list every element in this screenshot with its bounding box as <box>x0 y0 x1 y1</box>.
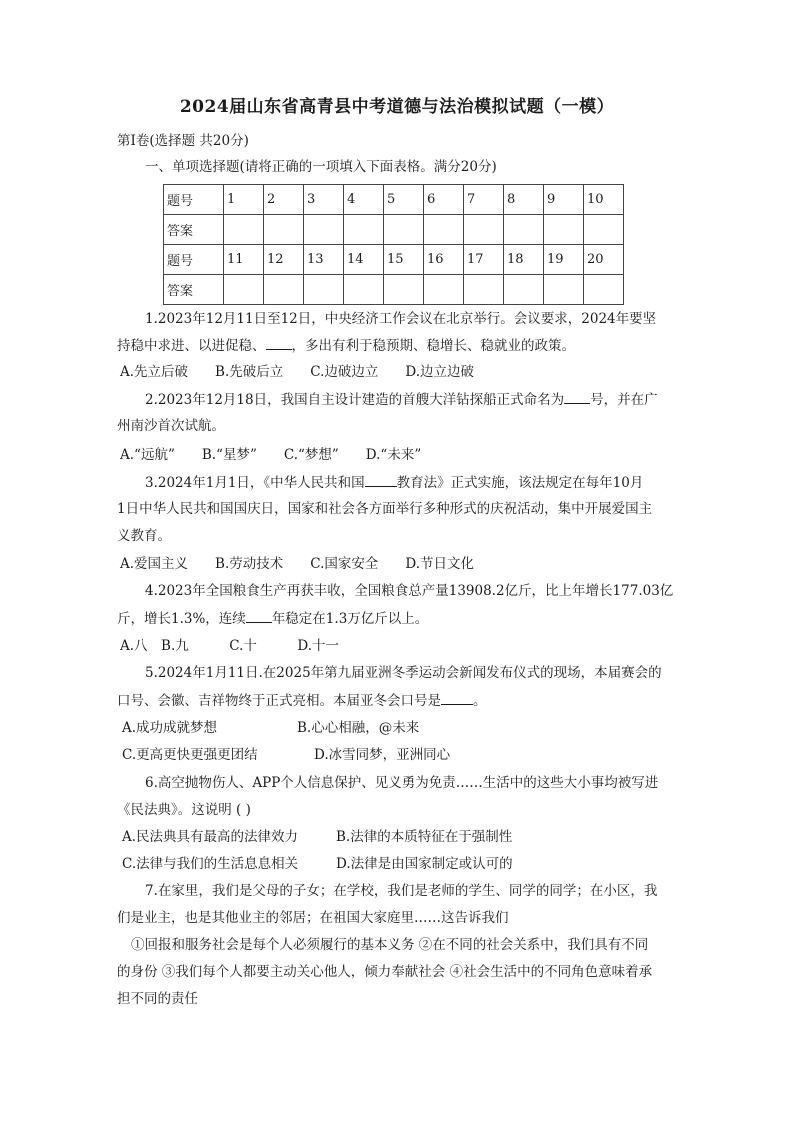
question-3-options: A.爱国主义 B.劳动技术 C.国家安全 D.节日文化 <box>120 556 475 572</box>
question-7-statements-cont: 的身份 ③我们每个人都要主动关心他人，倾力奉献社会 ④社会生活中的不同角色意味着承 <box>117 964 653 980</box>
answer-cell[interactable] <box>304 275 344 305</box>
question-5-option-a: A.成功成就梦想 <box>122 720 218 736</box>
answer-cell[interactable] <box>464 275 504 305</box>
question-number: 11 <box>224 245 264 275</box>
answer-blank <box>564 389 590 404</box>
question-number: 20 <box>584 245 624 275</box>
question-7-statements: ①回报和服务社会是每个人必须履行的基本义务 ②在不同的社会关系中，我们具有不同 <box>131 937 649 953</box>
question-number: 4 <box>344 185 384 215</box>
question-6-text-cont: 《民法典》。这说明 ( ) <box>117 802 251 818</box>
question-7-statements-cont: 担不同的责任 <box>117 991 198 1007</box>
question-number: 5 <box>384 185 424 215</box>
question-number: 13 <box>304 245 344 275</box>
question-number: 1 <box>224 185 264 215</box>
section-heading: 第Ⅰ卷(选择题 共20分) <box>117 133 249 149</box>
q5-part: 口号、会徽、吉祥物终于正式亮相。本届亚冬会口号是 <box>117 693 441 709</box>
question-number: 14 <box>344 245 384 275</box>
answer-blank <box>365 472 397 487</box>
page-title: 2024届山东省高青县中考道德与法治模拟试题（一模） <box>179 97 615 117</box>
answer-cell[interactable] <box>584 215 624 245</box>
answer-cell[interactable] <box>504 275 544 305</box>
question-2-text <box>145 389 658 410</box>
q1-part: 持稳中求进、以进促稳、 <box>117 338 266 354</box>
answer-cell[interactable] <box>504 215 544 245</box>
answer-cell[interactable] <box>344 275 384 305</box>
table-row <box>164 185 624 215</box>
question-6-text: 6.高空抛物伤人、APP个人信息保护、见义勇为免责……生活中的这些大小事均被写进 <box>145 775 659 791</box>
answer-cell[interactable] <box>424 215 464 245</box>
answer-cell[interactable] <box>264 275 304 305</box>
question-5-option-c: C.更高更快更强更团结 <box>122 747 258 763</box>
answer-blank <box>441 690 473 705</box>
q3-part: 教育法》正式实施，该法规定在每年10月 <box>396 475 644 491</box>
question-6-option-b: B.法律的本质特征在于强制性 <box>336 829 513 845</box>
question-3-text-cont: 义教育。 <box>117 528 171 544</box>
row-label: 题号 <box>164 185 224 215</box>
question-number: 3 <box>304 185 344 215</box>
q1-part: ，多出有利于稳预期、稳增长、稳就业的政策。 <box>291 338 575 354</box>
question-number: 17 <box>464 245 504 275</box>
question-3-text-cont: 1日中华人民共和国国庆日，国家和社会各方面举行多种形式的庆祝活动，集中开展爱国主 <box>117 501 653 517</box>
question-4-text: 4.2023年全国粮食生产再获丰收，全国粮食总产量13908.2亿斤，比上年增长177.03亿 <box>145 583 674 599</box>
question-1-text-cont <box>117 335 575 356</box>
answer-cell[interactable] <box>224 275 264 305</box>
question-number: 2 <box>264 185 304 215</box>
question-7-text: 7.在家里，我们是父母的子女；在学校，我们是老师的学生、同学的同学；在小区，我 <box>145 883 658 899</box>
question-4-options: A.八 B.九 C.十 D.十一 <box>120 638 340 654</box>
question-5-option-b: B.心心相融，@未来 <box>297 720 420 736</box>
question-7-text-cont: 们是业主，也是其他业主的邻居；在祖国大家庭里……这告诉我们 <box>117 910 509 926</box>
question-5-text-cont <box>117 690 487 711</box>
table-row <box>164 215 624 245</box>
question-6-option-a: A.民法典具有最高的法律效力 <box>122 829 299 845</box>
answer-cell[interactable] <box>384 215 424 245</box>
table-row <box>164 275 624 305</box>
answer-cell[interactable] <box>224 215 264 245</box>
answer-blank <box>266 335 292 350</box>
question-2-text-cont: 州南沙首次试航。 <box>117 418 225 434</box>
answer-blank <box>246 608 272 623</box>
question-number: 18 <box>504 245 544 275</box>
question-number: 15 <box>384 245 424 275</box>
answer-cell[interactable] <box>384 275 424 305</box>
question-6-option-c: C.法律与我们的生活息息相关 <box>122 856 299 872</box>
q2-part: 号，并在广 <box>590 392 658 408</box>
question-1-options: A.先立后破 B.先破后立 C.边破边立 D.边立边破 <box>120 364 475 380</box>
question-4-text-cont <box>117 608 428 629</box>
question-1-text: 1.2023年12月11日至12日，中央经济工作会议在北京举行。会议要求，2024年要坚 <box>145 311 657 327</box>
question-number: 19 <box>544 245 584 275</box>
table-row <box>164 245 624 275</box>
answer-cell[interactable] <box>304 215 344 245</box>
answer-cell[interactable] <box>544 275 584 305</box>
answer-cell[interactable] <box>464 215 504 245</box>
answer-table <box>163 184 624 305</box>
instruction-text: 一、单项选择题(请将正确的一项填入下面表格。满分20分) <box>145 159 497 175</box>
question-number: 6 <box>424 185 464 215</box>
question-3-text <box>145 472 643 493</box>
question-number: 8 <box>504 185 544 215</box>
q3-part: 3.2024年1月1日，《中华人民共和国 <box>145 475 365 491</box>
q5-part: 。 <box>473 693 487 709</box>
q2-part: 2.2023年12月18日，我国自主设计建造的首艘大洋钻探船正式命名为 <box>145 392 565 408</box>
question-number: 7 <box>464 185 504 215</box>
question-6-option-d: D.法律是由国家制定或认可的 <box>336 856 513 872</box>
row-label: 题号 <box>164 245 224 275</box>
question-5-option-d: D.冰雪同梦，亚洲同心 <box>314 747 451 763</box>
row-label: 答案 <box>164 215 224 245</box>
question-number: 9 <box>544 185 584 215</box>
answer-cell[interactable] <box>544 215 584 245</box>
q4-part: 年稳定在1.3万亿斤以上。 <box>271 611 429 627</box>
q4-part: 斤，增长1.3%，连续 <box>117 611 246 627</box>
question-5-text: 5.2024年1月11日.在2025年第九届亚洲冬季运动会新闻发布仪式的现场，本届赛会的 <box>145 665 662 681</box>
answer-cell[interactable] <box>264 215 304 245</box>
question-number: 16 <box>424 245 464 275</box>
answer-cell[interactable] <box>424 275 464 305</box>
question-2-options: A.“远航” B.“星梦” C.“梦想” D.“未来” <box>120 447 422 463</box>
answer-cell[interactable] <box>584 275 624 305</box>
row-label: 答案 <box>164 275 224 305</box>
question-number: 12 <box>264 245 304 275</box>
answer-cell[interactable] <box>344 215 384 245</box>
question-number: 10 <box>584 185 624 215</box>
